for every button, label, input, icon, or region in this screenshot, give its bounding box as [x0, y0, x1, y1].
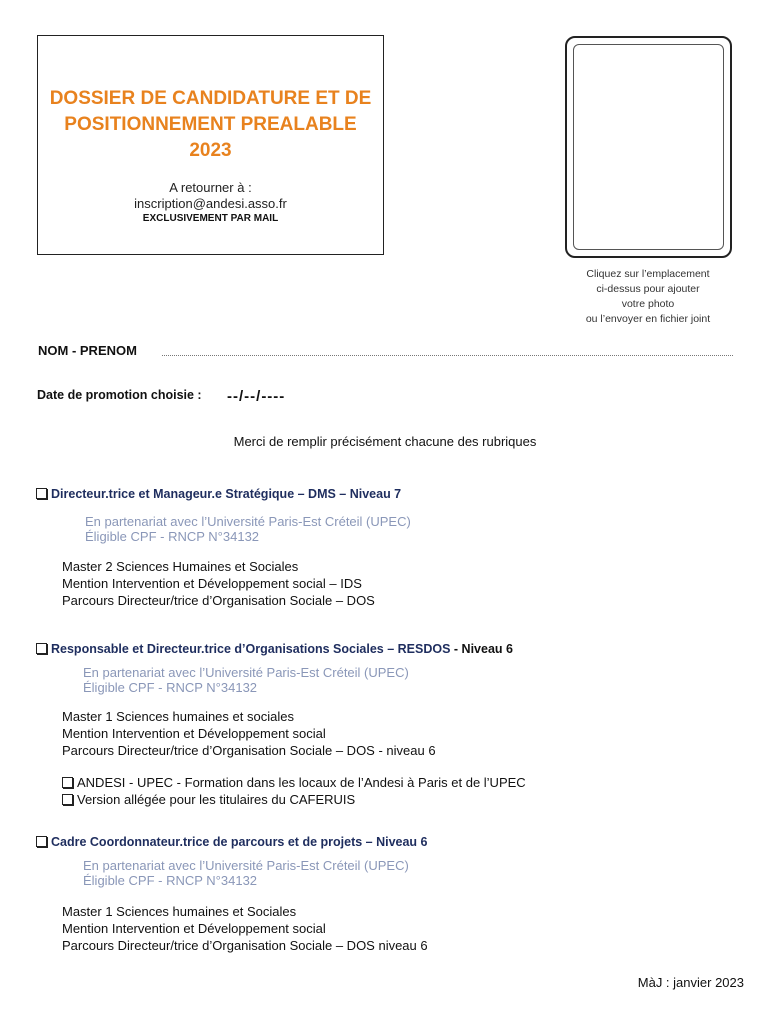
photo-caption-line: ou l’envoyer en fichier joint	[585, 313, 711, 325]
option-andesi-upec-checkbox[interactable]	[62, 777, 73, 788]
program-dms-partner	[85, 514, 411, 544]
program-resdos-options	[62, 774, 526, 808]
name-label: NOM - PRENOM	[38, 343, 137, 358]
date-field[interactable]: --/--/----	[227, 388, 286, 405]
title-line-1: DOSSIER DE CANDIDATURE ET DE	[49, 88, 372, 109]
title-line-3: 2023	[189, 140, 232, 161]
program-dms-title	[36, 487, 401, 501]
program-resdos-title	[36, 642, 513, 656]
title-box	[37, 35, 384, 255]
photo-caption-line: ci-dessus pour ajouter	[596, 283, 700, 295]
program-cadre-title	[36, 835, 428, 849]
program-resdos-checkbox[interactable]	[36, 643, 47, 654]
title-line-2: POSITIONNEMENT PREALABLE	[64, 114, 357, 135]
exclusive-note: EXCLUSIVEMENT PAR MAIL	[142, 213, 279, 224]
partner-line: En partenariat avec l’Université Paris-Est Créteil (UPEC)	[83, 665, 409, 680]
return-to-label: A retourner à :	[169, 180, 252, 195]
option-version-allegee-checkbox[interactable]	[62, 794, 73, 805]
detail-line: Parcours Directeur/trice d’Organisation Sociale – DOS niveau 6	[62, 938, 428, 953]
program-resdos-partner	[83, 665, 409, 695]
detail-line: Parcours Directeur/trice d’Organisation Sociale – DOS	[62, 593, 375, 608]
program-resdos-level: - Niveau 6	[450, 642, 513, 656]
partner-line: En partenariat avec l’Université Paris-Est Créteil (UPEC)	[83, 858, 409, 873]
program-dms-label: Directeur.trice et Manageur.e Stratégique – DMS – Niveau 7	[51, 487, 402, 501]
photo-upload-area[interactable]	[565, 36, 732, 258]
program-dms-details	[62, 558, 375, 609]
detail-line: Mention Intervention et Développement social – IDS	[62, 576, 362, 591]
detail-line: Mention Intervention et Développement social	[62, 921, 326, 936]
email-address: inscription@andesi.asso.fr	[134, 196, 287, 211]
photo-caption-line: Cliquez sur l’emplacement	[586, 268, 710, 280]
name-field[interactable]	[162, 355, 733, 356]
photo-caption	[555, 267, 741, 327]
date-label: Date de promotion choisie :	[37, 388, 202, 402]
partner-line: Éligible CPF - RNCP N°34132	[85, 529, 260, 544]
option-label: Version allégée pour les titulaires du CAFERUIS	[77, 792, 356, 807]
partner-line: Éligible CPF - RNCP N°34132	[83, 873, 258, 888]
partner-line: Éligible CPF - RNCP N°34132	[83, 680, 258, 695]
detail-line: Master 1 Sciences humaines et Sociales	[62, 904, 297, 919]
program-cadre-label: Cadre Coordonnateur.trice de parcours et de projets – Niveau 6	[51, 835, 428, 849]
instructions-text: Merci de remplir précisément chacune des rubriques	[233, 434, 537, 449]
option-label: ANDESI - UPEC - Formation dans les locaux de l’Andesi à Paris et de l’UPEC	[77, 775, 526, 790]
partner-line: En partenariat avec l’Université Paris-Est Créteil (UPEC)	[85, 514, 411, 529]
detail-line: Parcours Directeur/trice d’Organisation Sociale – DOS - niveau 6	[62, 743, 436, 758]
option-andesi-upec	[62, 774, 526, 791]
program-resdos-label: Responsable et Directeur.trice d’Organisations Sociales – RESDOS	[51, 642, 451, 656]
program-resdos-details	[62, 708, 436, 759]
return-block	[38, 180, 383, 226]
detail-line: Master 2 Sciences Humaines et Sociales	[62, 559, 299, 574]
program-cadre-details	[62, 903, 428, 954]
detail-line: Master 1 Sciences humaines et sociales	[62, 709, 294, 724]
update-date: MàJ : janvier 2023	[637, 975, 744, 990]
program-cadre-checkbox[interactable]	[36, 836, 47, 847]
program-cadre-partner	[83, 858, 409, 888]
option-version-allegee	[62, 791, 526, 808]
program-dms-checkbox[interactable]	[36, 488, 47, 499]
photo-caption-line: votre photo	[621, 298, 675, 310]
detail-line: Mention Intervention et Développement social	[62, 726, 326, 741]
